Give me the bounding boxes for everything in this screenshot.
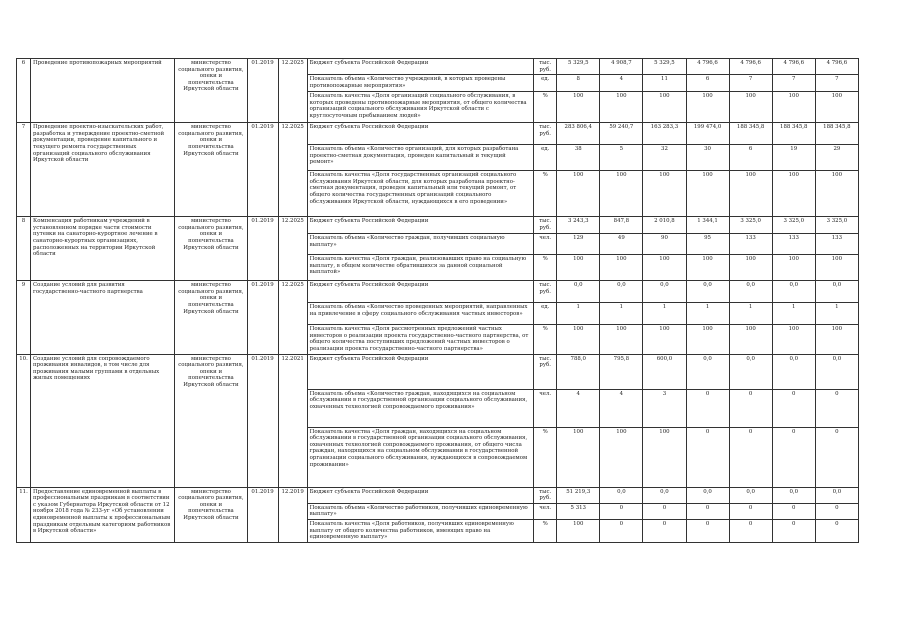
value-cell: 795,8 [600, 354, 643, 389]
indicator-text: Показатель объема «Количество организаций, для которых разработана проектно-сметная документация, проведен капитальный и текущий ремонт» [307, 145, 534, 171]
value-cell: 6 [729, 145, 772, 171]
item-number: 8 [17, 217, 31, 281]
indicator-text: Бюджет субъекта Российской Федерации [307, 59, 534, 75]
value-cell: 100 [643, 325, 686, 354]
value-cell: 100 [600, 427, 643, 487]
event-name: Создание условий для сопровождаемого проживания инвалидов, в том числе для проживания малыми группами в отдельных жилых помещениях [31, 354, 175, 487]
value-cell: 4 796,6 [815, 59, 858, 75]
value-cell: 7 [815, 75, 858, 92]
unit-cell: тыс. руб. [534, 487, 557, 503]
value-cell: 283 806,4 [557, 123, 600, 145]
table-row [17, 354, 859, 389]
value-cell: 0 [686, 519, 729, 542]
value-cell: 5 313 [557, 503, 600, 519]
value-cell: 163 283,3 [643, 123, 686, 145]
value-cell: 1 [815, 303, 858, 325]
event-name: Проведение противопожарных мероприятий [31, 59, 175, 123]
table-row [17, 281, 859, 303]
event-name: Компенсация работникам учреждений в установленном порядке части стоимости путевки на санаторно-курортное лечение в санаторно-курортных организациях, расположенных на территории Иркутской области [31, 217, 175, 281]
value-cell: 0,0 [600, 487, 643, 503]
item-number: 6 [17, 59, 31, 123]
unit-cell: тыс. руб. [534, 217, 557, 234]
item-number: 7 [17, 123, 31, 217]
program-table [16, 58, 859, 543]
value-cell: 0 [772, 389, 815, 427]
unit-cell: чел. [534, 389, 557, 427]
unit-cell: ед. [534, 145, 557, 171]
value-cell: 100 [815, 92, 858, 123]
table-row [17, 123, 859, 145]
value-cell: 0 [815, 427, 858, 487]
value-cell: 100 [686, 92, 729, 123]
value-cell: 0 [729, 427, 772, 487]
value-cell: 0,0 [600, 281, 643, 303]
value-cell: 0,0 [686, 487, 729, 503]
value-cell: 0,0 [815, 487, 858, 503]
value-cell: 5 [600, 145, 643, 171]
value-cell: 0 [815, 519, 858, 542]
value-cell: 600,0 [643, 354, 686, 389]
event-name: Предоставление единовременной выплаты в профессиональным праздникам в соответствии с указом Губернатора Иркутской области от 12 ноября 2018 года № 233-уг «Об установлении единовременной выплаты к профессиональным праздникам отдельным категориям работников в Иркутской области» [31, 487, 175, 542]
value-cell: 100 [686, 325, 729, 354]
value-cell: 7 [772, 75, 815, 92]
indicator-text: Показатель качества «Доля граждан, реализовавших право на социальную выплату, в общем количестве обратившихся за данной социальной выплатой» [307, 255, 534, 281]
indicator-text: Бюджет субъекта Российской Федерации [307, 217, 534, 234]
end-date: 12.2025 [278, 59, 307, 123]
value-cell: 1 [729, 303, 772, 325]
value-cell: 8 [557, 75, 600, 92]
start-date: 01.2019 [247, 59, 278, 123]
value-cell: 0,0 [729, 354, 772, 389]
value-cell: 100 [772, 255, 815, 281]
unit-cell: ед. [534, 75, 557, 92]
value-cell: 100 [729, 325, 772, 354]
executor-name: министерство социального развития, опеки и попечительства Иркутской области [175, 281, 247, 354]
item-number: 11. [17, 487, 31, 542]
indicator-text: Показатель объема «Количество граждан, получивших социальную выплату» [307, 234, 534, 255]
value-cell: 0,0 [815, 354, 858, 389]
indicator-text: Бюджет субъекта Российской Федерации [307, 123, 534, 145]
indicator-text: Бюджет субъекта Российской Федерации [307, 281, 534, 303]
value-cell: 4 [557, 389, 600, 427]
value-cell: 100 [815, 171, 858, 217]
value-cell: 0 [643, 503, 686, 519]
value-cell: 0 [600, 519, 643, 542]
value-cell: 2 010,8 [643, 217, 686, 234]
unit-cell: % [534, 171, 557, 217]
indicator-text: Показатель объема «Количество проведенных мероприятий, направленных на привлечение в сферу социального обслуживания частных инвесторов» [307, 303, 534, 325]
indicator-text: Бюджет субъекта Российской Федерации [307, 354, 534, 389]
end-date: 12.2021 [278, 354, 307, 487]
value-cell: 0 [686, 503, 729, 519]
value-cell: 100 [557, 325, 600, 354]
indicator-text: Показатель объема «Количество учреждений, в которых проведены противопожарные мероприятия» [307, 75, 534, 92]
executor-name: министерство социального развития, опеки и попечительства Иркутской области [175, 487, 247, 542]
start-date: 01.2019 [247, 123, 278, 217]
value-cell: 100 [772, 92, 815, 123]
value-cell: 0,0 [643, 487, 686, 503]
value-cell: 100 [557, 92, 600, 123]
value-cell: 100 [600, 255, 643, 281]
value-cell: 847,8 [600, 217, 643, 234]
unit-cell: % [534, 325, 557, 354]
indicator-text: Показатель качества «Доля граждан, находящихся на социальном обслуживании в государственной организации социального обслуживания, охваченных технологией сопровождаемого проживания, от общего числа граждан, находящихся на социальном обслуживании в государственной организации социального обслуживания, нуждающихся в сопровождаемом проживании» [307, 427, 534, 487]
value-cell: 4 908,7 [600, 59, 643, 75]
value-cell: 51 219,3 [557, 487, 600, 503]
end-date: 12.2025 [278, 217, 307, 281]
start-date: 01.2019 [247, 487, 278, 542]
value-cell: 0 [643, 519, 686, 542]
value-cell: 100 [557, 255, 600, 281]
unit-cell: ед. [534, 303, 557, 325]
value-cell: 4 [600, 389, 643, 427]
value-cell: 100 [686, 171, 729, 217]
unit-cell: тыс. руб. [534, 123, 557, 145]
value-cell: 100 [600, 325, 643, 354]
event-name: Создание условий для развития государственно-частного партнерства [31, 281, 175, 354]
value-cell: 6 [686, 75, 729, 92]
value-cell: 0 [600, 503, 643, 519]
executor-name: министерство социального развития, опеки и попечительства Иркутской области [175, 59, 247, 123]
value-cell: 3 325,0 [815, 217, 858, 234]
start-date: 01.2019 [247, 354, 278, 487]
value-cell: 1 [772, 303, 815, 325]
value-cell: 1 [643, 303, 686, 325]
value-cell: 0,0 [686, 354, 729, 389]
value-cell: 188 345,8 [815, 123, 858, 145]
value-cell: 0 [686, 427, 729, 487]
value-cell: 3 325,0 [772, 217, 815, 234]
value-cell: 90 [643, 234, 686, 255]
unit-cell: % [534, 427, 557, 487]
unit-cell: тыс. руб. [534, 59, 557, 75]
executor-name: министерство социального развития, опеки и попечительства Иркутской области [175, 123, 247, 217]
value-cell: 0 [772, 427, 815, 487]
value-cell: 5 329,5 [557, 59, 600, 75]
end-date: 12.2025 [278, 281, 307, 354]
value-cell: 0 [729, 519, 772, 542]
unit-cell: % [534, 92, 557, 123]
value-cell: 100 [815, 255, 858, 281]
indicator-text: Показатель качества «Доля государственных организаций социального обслуживания Иркутской области, для которых разработана проектно-сметная документация, проведен капитальный или текущий ремонт, от общего количества государственных организаций социального обслуживания Иркутской области, нуждающихся в его проведении» [307, 171, 534, 217]
value-cell: 0 [686, 389, 729, 427]
indicator-text: Показатель объема «Количество граждан, находящихся на социальном обслуживании в государственной организации социального обслуживания, охваченных технологией сопровождаемого проживания» [307, 389, 534, 427]
value-cell: 4 [600, 75, 643, 92]
value-cell: 100 [643, 92, 686, 123]
value-cell: 95 [686, 234, 729, 255]
unit-cell: чел. [534, 503, 557, 519]
unit-cell: тыс. руб. [534, 281, 557, 303]
value-cell: 100 [729, 92, 772, 123]
value-cell: 100 [772, 171, 815, 217]
value-cell: 11 [643, 75, 686, 92]
end-date: 12.2025 [278, 123, 307, 217]
value-cell: 1 [686, 303, 729, 325]
value-cell: 0 [815, 503, 858, 519]
value-cell: 100 [772, 325, 815, 354]
event-name: Проведение проектно-изыскательских работ, разработка и утверждение проектно-сметной документации, проведение капитального и текущего ремонта государственных организаций социального обслуживания Иркутской области [31, 123, 175, 217]
value-cell: 100 [643, 171, 686, 217]
value-cell: 100 [600, 92, 643, 123]
value-cell: 0 [729, 389, 772, 427]
value-cell: 3 [643, 389, 686, 427]
value-cell: 38 [557, 145, 600, 171]
value-cell: 100 [686, 255, 729, 281]
value-cell: 4 796,6 [772, 59, 815, 75]
value-cell: 49 [600, 234, 643, 255]
value-cell: 3 243,3 [557, 217, 600, 234]
value-cell: 0,0 [772, 281, 815, 303]
value-cell: 32 [643, 145, 686, 171]
value-cell: 3 325,0 [729, 217, 772, 234]
indicator-text: Показатель качества «Доля рассмотренных предложений частных инвесторов о реализации проекта государственно-частного партнерства, от общего количества поступивших предложений частных инвесторов о реализации проекта государственно-частного партнерства» [307, 325, 534, 354]
value-cell: 0 [729, 503, 772, 519]
value-cell: 0,0 [729, 487, 772, 503]
value-cell: 5 329,5 [643, 59, 686, 75]
start-date: 01.2019 [247, 281, 278, 354]
indicator-text: Бюджет субъекта Российской Федерации [307, 487, 534, 503]
start-date: 01.2019 [247, 217, 278, 281]
value-cell: 100 [729, 255, 772, 281]
value-cell: 100 [557, 171, 600, 217]
value-cell: 188 345,8 [772, 123, 815, 145]
value-cell: 129 [557, 234, 600, 255]
value-cell: 100 [557, 427, 600, 487]
table-row [17, 59, 859, 75]
item-number: 9 [17, 281, 31, 354]
value-cell: 133 [772, 234, 815, 255]
value-cell: 0 [815, 389, 858, 427]
table-row [17, 217, 859, 234]
value-cell: 7 [729, 75, 772, 92]
value-cell: 199 474,0 [686, 123, 729, 145]
value-cell: 1 344,1 [686, 217, 729, 234]
value-cell: 0,0 [686, 281, 729, 303]
indicator-text: Показатель объема «Количество работников, получивших единовременную выплату» [307, 503, 534, 519]
value-cell: 100 [815, 325, 858, 354]
unit-cell: чел. [534, 234, 557, 255]
value-cell: 133 [815, 234, 858, 255]
unit-cell: % [534, 255, 557, 281]
value-cell: 100 [600, 171, 643, 217]
value-cell: 188 345,8 [729, 123, 772, 145]
value-cell: 59 240,7 [600, 123, 643, 145]
value-cell: 0,0 [729, 281, 772, 303]
value-cell: 0,0 [643, 281, 686, 303]
value-cell: 30 [686, 145, 729, 171]
value-cell: 0,0 [772, 354, 815, 389]
value-cell: 0,0 [772, 487, 815, 503]
unit-cell: тыс. руб. [534, 354, 557, 389]
value-cell: 100 [643, 427, 686, 487]
value-cell: 788,0 [557, 354, 600, 389]
indicator-text: Показатель качества «Доля работников, получивших единовременную выплату от общего количества работников, имеющих право на единовременную выплату» [307, 519, 534, 542]
indicator-text: Показатель качества «Доля организаций социального обслуживания, в которых проведены противопожарные мероприятия, от общего количества организаций социального обслуживания Иркутской области с круглосуточным пребыванием людей» [307, 92, 534, 123]
value-cell: 4 796,6 [686, 59, 729, 75]
value-cell: 0,0 [815, 281, 858, 303]
value-cell: 29 [815, 145, 858, 171]
executor-name: министерство социального развития, опеки и попечительства Иркутской области [175, 354, 247, 487]
executor-name: министерство социального развития, опеки и попечительства Иркутской области [175, 217, 247, 281]
value-cell: 1 [600, 303, 643, 325]
end-date: 12.2019 [278, 487, 307, 542]
value-cell: 1 [557, 303, 600, 325]
item-number: 10. [17, 354, 31, 487]
value-cell: 100 [643, 255, 686, 281]
value-cell: 0 [772, 503, 815, 519]
value-cell: 100 [729, 171, 772, 217]
value-cell: 133 [729, 234, 772, 255]
value-cell: 19 [772, 145, 815, 171]
value-cell: 0,0 [557, 281, 600, 303]
value-cell: 4 796,6 [729, 59, 772, 75]
value-cell: 0 [772, 519, 815, 542]
table-row [17, 487, 859, 503]
value-cell: 100 [557, 519, 600, 542]
unit-cell: % [534, 519, 557, 542]
